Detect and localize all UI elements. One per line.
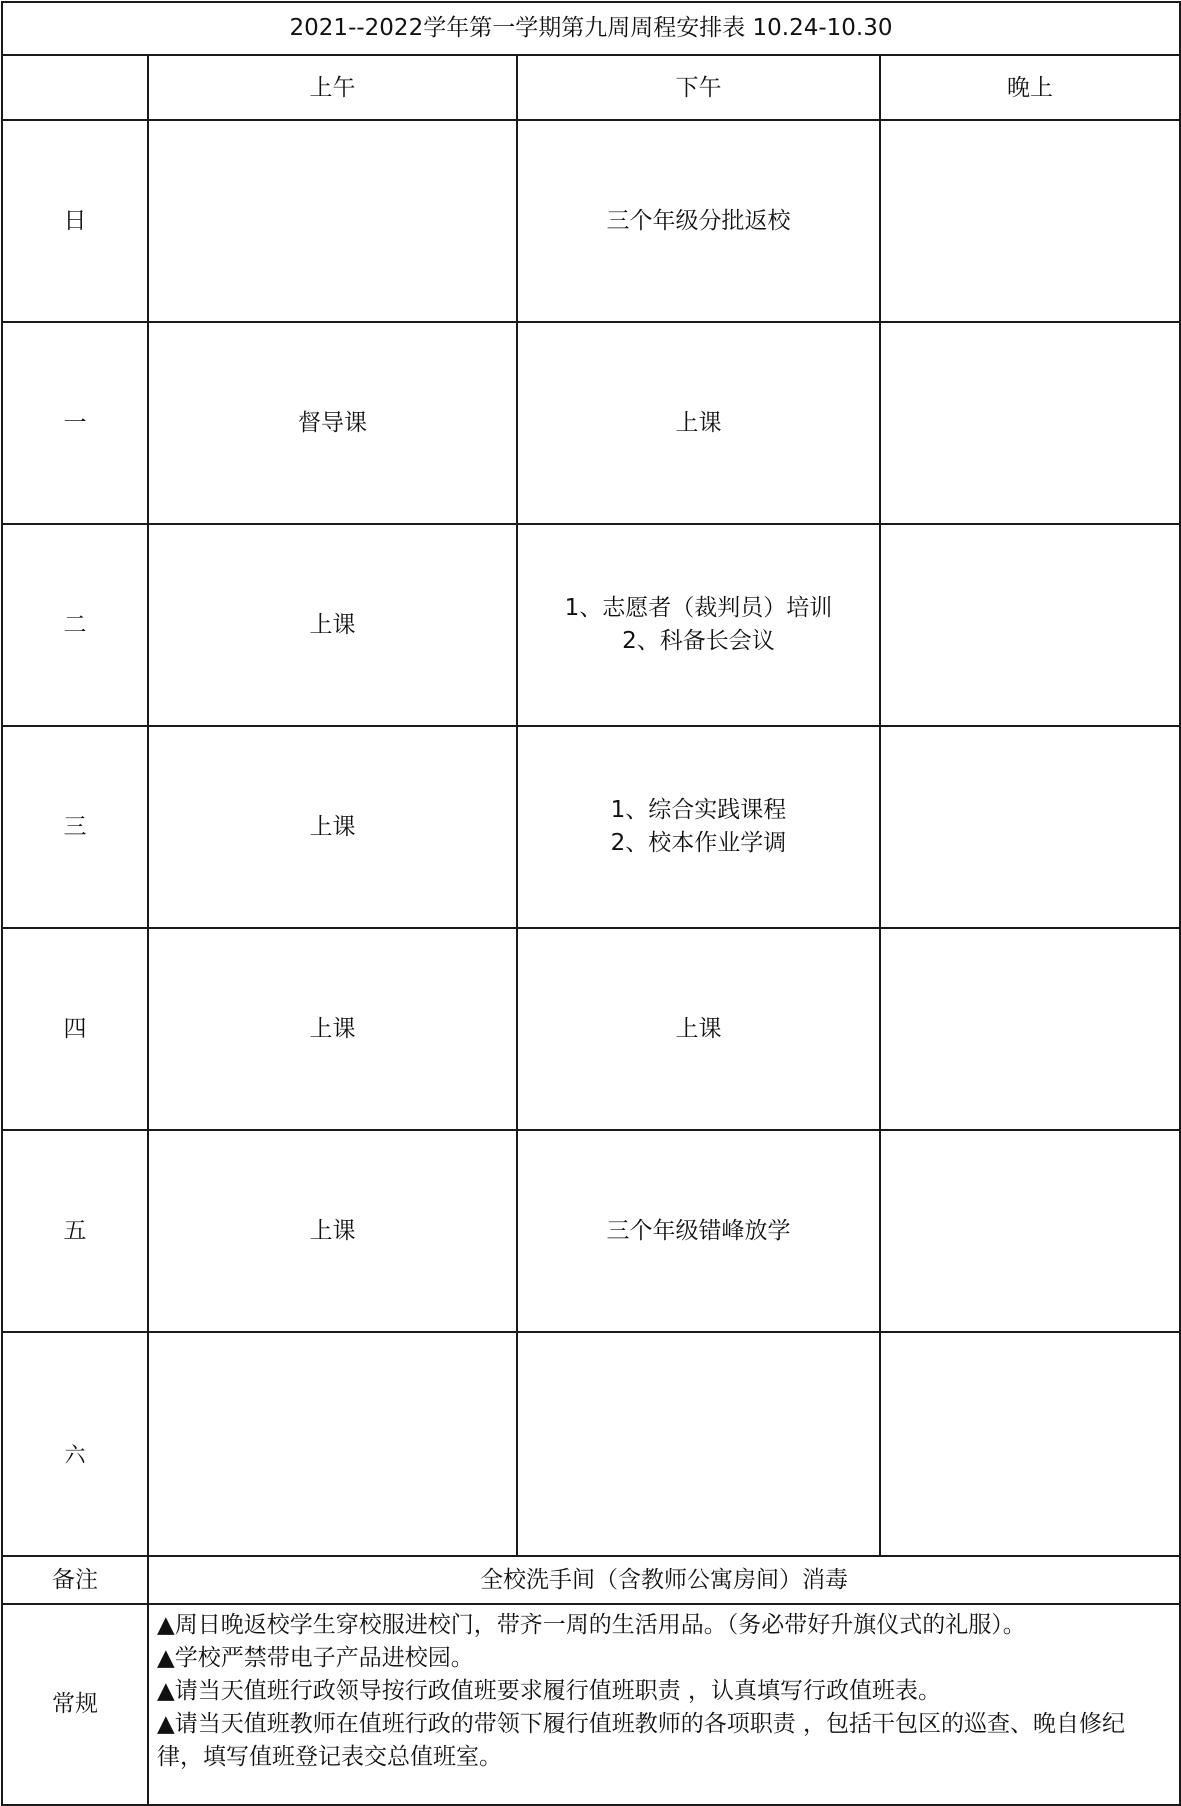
cell-evening [880, 322, 1180, 524]
rule-item: ▲请当天值班行政领导按行政值班要求履行值班职责 ，认真填写行政值班表。 [157, 1678, 941, 1704]
weekly-schedule-table [1, 1, 1181, 1806]
day-label: 四 [2, 928, 148, 1130]
day-row-thursday [2, 928, 1180, 1130]
header-corner [2, 55, 148, 120]
day-row-monday [2, 322, 1180, 524]
day-label: 六 [2, 1332, 148, 1556]
header-afternoon: 下午 [517, 55, 880, 120]
schedule-title: 2021--2022学年第一学期第九周周程安排表 10.24-10.30 [2, 2, 1180, 55]
rules-row [2, 1604, 1180, 1805]
cell-morning [148, 1332, 517, 1556]
cell-morning: 上课 [148, 726, 517, 928]
cell-afternoon: 三个年级错峰放学 [517, 1130, 880, 1332]
cell-morning: 上课 [148, 1130, 517, 1332]
cell-afternoon: 三个年级分批返校 [517, 120, 880, 322]
rules-label: 常规 [2, 1604, 148, 1805]
notes-label: 备注 [2, 1556, 148, 1604]
cell-evening [880, 1332, 1180, 1556]
day-row-saturday [2, 1332, 1180, 1556]
rule-item: ▲周日晚返校学生穿校服进校门，带齐一周的生活用品。（务必带好升旗仪式的礼服）。 [157, 1612, 1026, 1638]
cell-morning: 督导课 [148, 322, 517, 524]
day-label: 二 [2, 524, 148, 726]
cell-evening [880, 120, 1180, 322]
day-row-tuesday [2, 524, 1180, 726]
header-row [2, 55, 1180, 120]
cell-morning: 上课 [148, 524, 517, 726]
notes-text: 全校洗手间（含教师公寓房间）消毒 [148, 1556, 1180, 1604]
day-label: 五 [2, 1130, 148, 1332]
day-label: 三 [2, 726, 148, 928]
cell-afternoon [517, 1332, 880, 1556]
cell-evening [880, 726, 1180, 928]
day-row-friday [2, 1130, 1180, 1332]
cell-afternoon: 1、综合实践课程 2、校本作业学调 [517, 726, 880, 928]
cell-morning [148, 120, 517, 322]
notes-row [2, 1556, 1180, 1604]
day-row-sunday [2, 120, 1180, 322]
cell-afternoon: 上课 [517, 928, 880, 1130]
cell-morning: 上课 [148, 928, 517, 1130]
cell-evening [880, 1130, 1180, 1332]
day-row-wednesday [2, 726, 1180, 928]
header-evening: 晚上 [880, 55, 1180, 120]
header-morning: 上午 [148, 55, 517, 120]
cell-afternoon: 上课 [517, 322, 880, 524]
rule-item: ▲请当天值班教师在值班行政的带领下履行值班教师的各项职责 ，包括干包区的巡查、晚自修纪律，填写值班登记表交总值班室。 [157, 1711, 1125, 1770]
rule-item: ▲学校严禁带电子产品进校园。 [157, 1645, 474, 1671]
title-row [2, 2, 1180, 55]
rules-list [148, 1604, 1180, 1805]
cell-afternoon: 1、志愿者（裁判员）培训 2、科备长会议 [517, 524, 880, 726]
day-label: 日 [2, 120, 148, 322]
cell-evening [880, 524, 1180, 726]
day-label: 一 [2, 322, 148, 524]
cell-evening [880, 928, 1180, 1130]
